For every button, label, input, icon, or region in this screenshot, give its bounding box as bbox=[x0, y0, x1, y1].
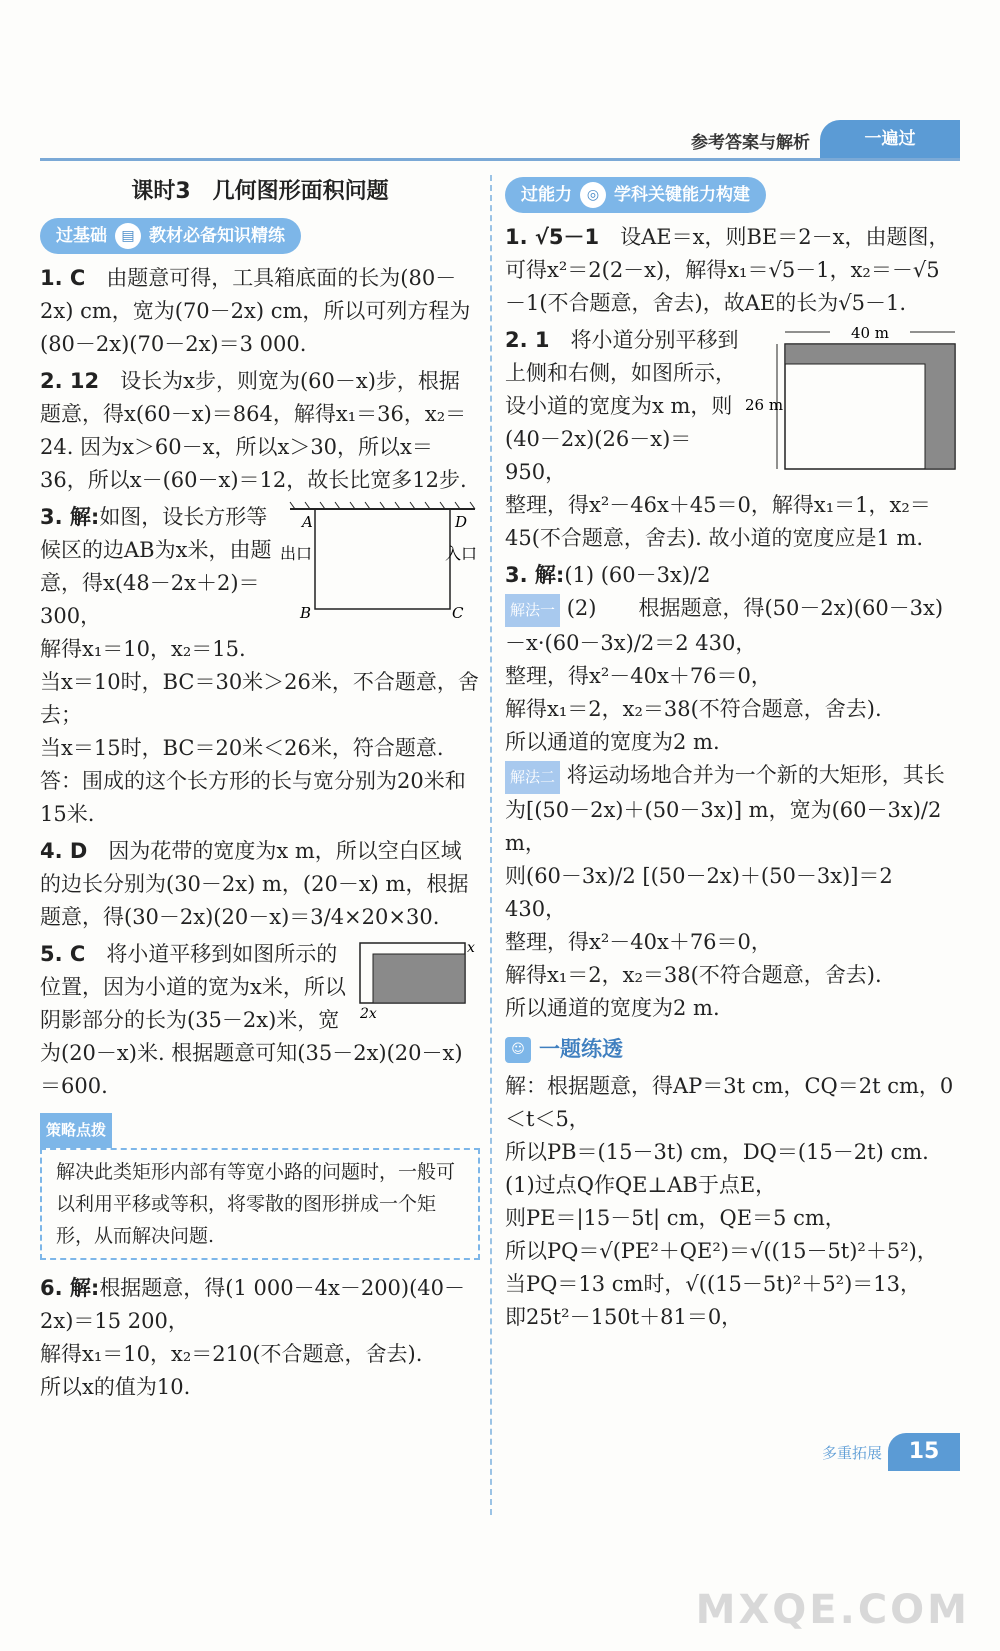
right-column bbox=[505, 175, 960, 1334]
solution-line: 当x＝15时，BC＝20米＜26米，符合题意. bbox=[40, 736, 444, 760]
drill-line: 所以PB＝(15－3t) cm，DQ＝(15－2t) cm. bbox=[505, 1140, 929, 1164]
watermark: MXQE.COM bbox=[695, 1587, 970, 1633]
solution-line: 整理，得x²－40x＋76＝0， bbox=[505, 664, 772, 688]
solution-line: 所以通道的宽度为2 m. bbox=[505, 996, 720, 1020]
solution-line: 答：围成的这个长方形的长与宽分别为20米和15米. bbox=[40, 769, 466, 826]
path-figure bbox=[355, 938, 480, 1020]
solution-line: 所以x的值为10. bbox=[40, 1375, 191, 1399]
answer-number: 5. C bbox=[40, 942, 86, 966]
answer-text: 由题意可得，工具箱底面的长为(80－2x) cm，宽为(70－2x) cm，所以可列方程为(80－2x)(70－2x)＝3 000. bbox=[40, 266, 471, 356]
width-dim: 40 m bbox=[850, 324, 890, 342]
page-number: 15 bbox=[888, 1433, 960, 1471]
answer-text: 因为花带的宽度为x m，所以空白区域的边长分别为(30－2x) m，(20－x) m，根据题意，得(30－2x)(20－x)＝3/4×20×30. bbox=[40, 839, 469, 929]
answer-text: 如图，设长方形等候区的边AB为x米，由题意，得x(48－2x＋2)＝300， bbox=[40, 505, 272, 628]
banner-subtitle: 教材必备知识精练 bbox=[149, 225, 285, 246]
left-column bbox=[40, 175, 480, 1408]
solution-line: 所以通道的宽度为2 m. bbox=[505, 730, 720, 754]
solution-line: 则(60－3x)/2 [(50－2x)＋(50－3x)]＝2 430， bbox=[505, 864, 893, 921]
solution-line: 整理，得x²－40x＋76＝0， bbox=[505, 930, 772, 954]
vertex-d: D bbox=[455, 513, 468, 531]
answer-number: 2. 12 bbox=[40, 369, 100, 393]
solution-line: 解得x₁＝2，x₂＝38(不符合题意，舍去). bbox=[505, 697, 882, 721]
drill-heading bbox=[505, 1033, 623, 1066]
answer-number: 6. 解: bbox=[40, 1276, 100, 1300]
answer-text: 将小道平移到如图所示的位置，因为小道的宽为x米，所以阴影部分的长为(35－2x)米，宽为(20－x)米. 根据题意可知(35－2x)(20－x)＝600. bbox=[40, 942, 463, 1098]
lesson-title: 课时3 几何图形面积问题 bbox=[131, 179, 389, 204]
solution-line: 解得x₁＝2，x₂＝38(不符合题意，舍去). bbox=[505, 963, 882, 987]
answer-number: 1. √5－1 bbox=[505, 225, 600, 249]
width-label: x bbox=[467, 940, 475, 956]
book-icon: ▤ bbox=[115, 223, 141, 249]
answer-number: 3. 解: bbox=[40, 505, 100, 529]
basic-banner bbox=[40, 218, 301, 254]
drill-line: 则PE＝|15－5t| cm，QE＝5 cm， bbox=[505, 1206, 846, 1230]
answer-3 bbox=[505, 559, 960, 1025]
footer-label: 多重拓展 bbox=[821, 1443, 882, 1462]
answer-number: 4. D bbox=[40, 839, 88, 863]
ability-banner bbox=[505, 177, 766, 213]
drill-line: 即25t²－150t＋81＝0， bbox=[505, 1305, 743, 1329]
vertex-a: A bbox=[302, 513, 313, 531]
answer-2 bbox=[40, 365, 480, 497]
solution-line: 整理，得x²－46x＋45＝0，解得x₁＝1，x₂＝45(不合题意，舍去). 故小道的宽度应是1 m. bbox=[505, 493, 931, 550]
vertex-c: C bbox=[452, 604, 464, 622]
header-tab: 一遍过 bbox=[820, 120, 960, 158]
answer-text: 将小道分别平移到上侧和右侧，如图所示，设小道的宽度为x m，则(40－2x)(26－x)＝950， bbox=[505, 328, 739, 484]
vertex-b: B bbox=[300, 604, 312, 622]
column-divider bbox=[490, 175, 492, 1515]
drill-line: (1)过点Q作QE⊥AB于点E， bbox=[505, 1173, 777, 1197]
answer-2 bbox=[505, 324, 960, 555]
method-1-tag: 解法一 bbox=[505, 594, 560, 627]
part-1: (1) (60－3x)/2 bbox=[564, 563, 711, 587]
solution-line: 将运动场地合并为一个新的大矩形，其长为[(50－2x)＋(50－3x)] m，宽为(60－3x)/2 m， bbox=[505, 763, 945, 855]
answer-6 bbox=[40, 1272, 480, 1404]
header-rule bbox=[40, 158, 960, 161]
answer-3 bbox=[40, 501, 480, 831]
page-footer bbox=[822, 1433, 960, 1471]
answer-5 bbox=[40, 938, 480, 1103]
answer-text: 设长为x步，则宽为(60－x)步，根据题意，得x(60－x)＝864，解得x₁＝36，x₂＝24. 因为x＞60－x，所以x＞30，所以x＝36，所以x－(60－x)＝12，故长比宽多12步. bbox=[40, 369, 467, 492]
solution-line: 当x＝10时，BC＝30米＞26米，不合题意，舍去； bbox=[40, 670, 479, 727]
answer-number: 2. 1 bbox=[505, 328, 550, 352]
drill-line: 所以PQ＝√(PE²＋QE²)＝√((15－5t)²＋5²)， bbox=[505, 1239, 938, 1263]
answer-1 bbox=[505, 221, 960, 320]
solution-line: (2) 根据题意，得(50－2x)(60－3x)－x·(60－3x)/2＝2 430， bbox=[505, 596, 944, 655]
answer-number: 3. 解: bbox=[505, 563, 565, 587]
tip-heading: 策略点拨 bbox=[40, 1113, 112, 1148]
drill-line: 解：根据题意，得AP＝3t cm，CQ＝2t cm，0＜t＜5， bbox=[505, 1074, 954, 1131]
answer-4 bbox=[40, 835, 480, 934]
method-2-tag: 解法二 bbox=[505, 761, 560, 794]
answer-1 bbox=[40, 262, 480, 361]
entry-label: 入口 bbox=[445, 544, 478, 563]
answer-text: 设AE＝x，则BE＝2－x，由题图，可得x²＝2(2－x)，解得x₁＝√5－1，x₂＝－√5－1(不合题意，舍去)，故AE的长为√5－1. bbox=[505, 225, 950, 315]
solution-line: 解得x₁＝10，x₂＝210(不合题意，舍去). bbox=[40, 1342, 423, 1366]
tip-text: 解决此类矩形内部有等宽小路的问题时，一般可以利用平移或等积，将零散的图形拼成一个矩形，从而解决问题. bbox=[56, 1161, 456, 1247]
banner-label: 过能力 bbox=[521, 184, 572, 205]
exit-label: 出口 bbox=[280, 544, 313, 563]
drill-title: 一题练透 bbox=[539, 1037, 623, 1061]
person-icon: ☺ bbox=[505, 1037, 531, 1063]
road-figure bbox=[745, 324, 960, 474]
height-dim: 26 m bbox=[745, 396, 784, 414]
page-header bbox=[40, 118, 960, 166]
banner-subtitle: 学科关键能力构建 bbox=[614, 184, 750, 205]
solution-line: 解得x₁＝10，x₂＝15. bbox=[40, 637, 246, 661]
answer-number: 1. C bbox=[40, 266, 86, 290]
drill-line: 当PQ＝13 cm时，√((15－5t)²＋5²)＝13， bbox=[505, 1272, 922, 1296]
target-icon: ◎ bbox=[580, 182, 606, 208]
width-label-2: 2x bbox=[360, 1006, 377, 1022]
banner-label: 过基础 bbox=[56, 225, 107, 246]
tip-box bbox=[40, 1148, 480, 1260]
header-label: 参考答案与解析 bbox=[691, 133, 810, 153]
waiting-area-figure bbox=[280, 501, 480, 622]
answer-text: 根据题意，得(1 000－4x－200)(40－2x)＝15 200， bbox=[40, 1276, 466, 1333]
